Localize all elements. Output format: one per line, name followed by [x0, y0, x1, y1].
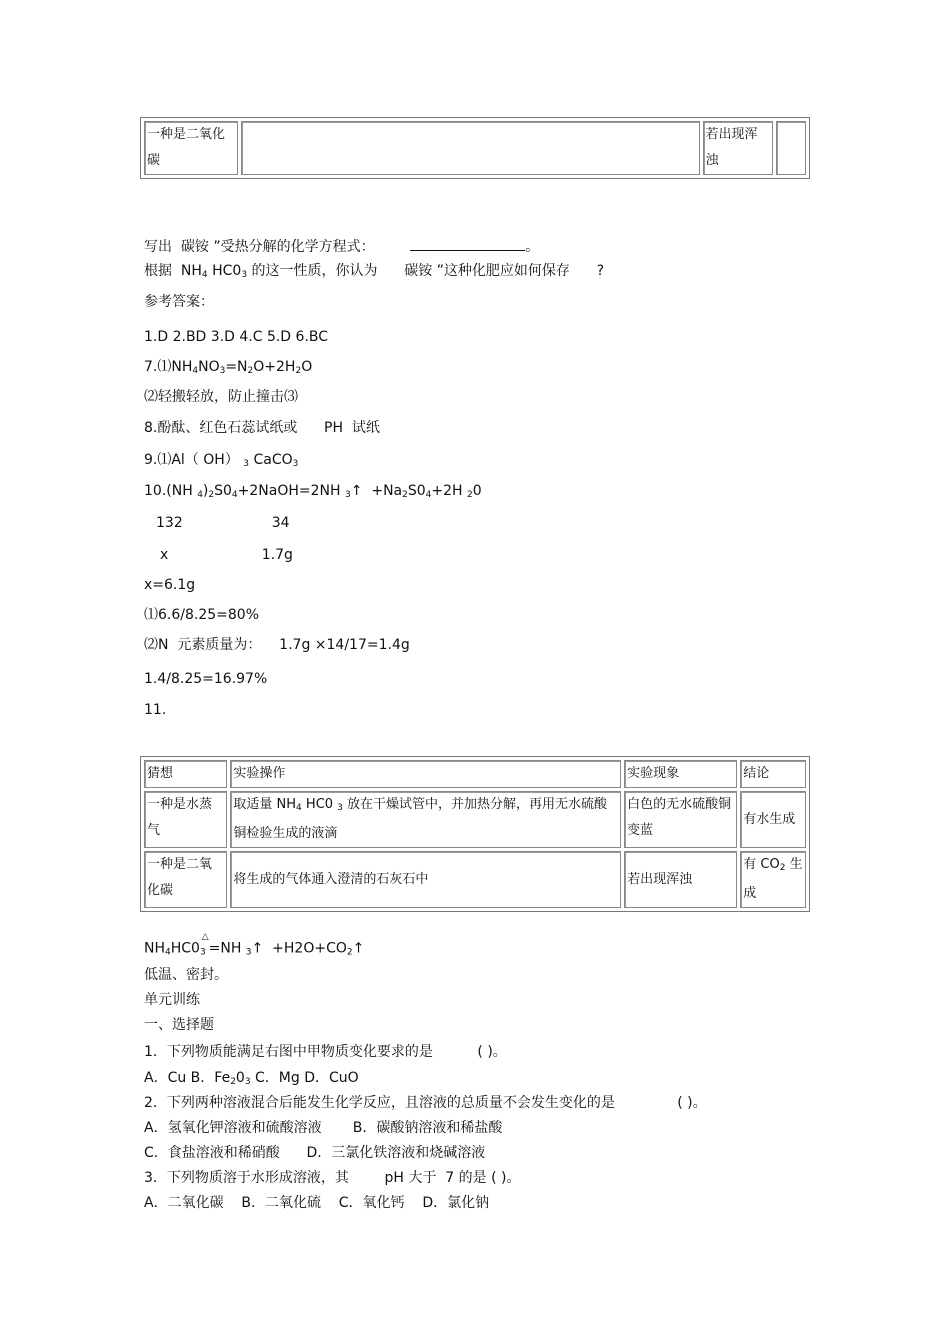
storage-answer: 低温、密封。 [144, 967, 228, 983]
cell-phenomenon: 若出现浑浊 [624, 851, 737, 908]
answer-9: 9.⑴Al（ OH） $_3$ CaCO$_3$ [144, 452, 299, 469]
cell-guess: 一种是二氧化碳 [144, 121, 238, 175]
answer-7: $7.⑴NH_4NO_3=N_2O+2H_2O$ [144, 359, 313, 376]
table-row [144, 791, 806, 848]
reference-answer-title: 参考答案： [144, 294, 214, 310]
question-3-options: A．二氧化碳 B．二氧化硫 C．氧化钙 D．氯化钠 [144, 1195, 490, 1211]
answer-10: 10.(NH $_4)_2S0_4+2NaOH=2NH$ $_3$↑ $+Na_2S0_4+2H$ $_2$0 [144, 483, 482, 500]
calc-line-3: x=6.1g [144, 577, 196, 593]
cell-phenomenon: 若出现浑浊 [703, 121, 773, 175]
calc-line-5: ⑵N 元素质量为： 1.7g ×14/17=1.4g [144, 637, 410, 653]
partial-table [140, 117, 810, 179]
calc-line-2: x 1.7g [160, 547, 293, 563]
cell-conclusion: 有水生成 [740, 791, 806, 848]
cell-conclusion: 有 $CO_2$ 生成 [740, 851, 806, 908]
cell-guess: 一种是二氧化碳 [144, 851, 227, 908]
cell-phenomenon: 白色的无水硫酸铜变蓝 [624, 791, 737, 848]
heat-triangle-icon: △ [201, 932, 209, 942]
header-guess: 猜想 [144, 760, 227, 788]
cell-operation [241, 121, 699, 175]
header-phenomenon: 实验现象 [624, 760, 737, 788]
question-2-options-cd: C．食盐溶液和稀硝酸 D．三氯化铁溶液和烧碱溶液 [144, 1145, 486, 1161]
cell-guess: 一种是水蒸气 [144, 791, 227, 848]
cell-operation: 取适量 $NH_4$ HC0 $_3$ 放在干燥试管中，并加热分解，再用无水硫酸铜检验生成的液滴 [230, 791, 621, 848]
section-title: 一、选择题 [144, 1017, 214, 1033]
header-conclusion: 结论 [740, 760, 806, 788]
question-2-options-ab: A．氢氧化钾溶液和硫酸溶液 B．碳酸钠溶液和稀盐酸 [144, 1120, 503, 1136]
question-write-equation: 写出 碳铵 ”受热分解的化学方程式： 。 [144, 239, 540, 255]
answer-7b: ⑵轻搬轻放，防止撞击⑶ [144, 389, 298, 405]
answer-blank [410, 238, 525, 251]
question-2: 2．下列两种溶液混合后能发生化学反应，且溶液的总质量不会发生变化的是 ( )。 [144, 1095, 707, 1111]
question-1-options: A．Cu B．$Fe_20_3$ C．Mg D．CuO [144, 1070, 359, 1087]
calc-line-6: 1.4/8.25=16.97% [144, 671, 268, 687]
table-row [144, 851, 806, 908]
calc-line-1: 132 34 [156, 515, 290, 531]
cell-conclusion [776, 121, 806, 175]
experiment-table [140, 756, 810, 912]
question-3: 3．下列物质溶于水形成溶液，其 pH 大于 7 的是 ( )。 [144, 1170, 521, 1186]
question-1: 1．下列物质能满足右图中甲物质变化要求的是 ( )。 [144, 1044, 507, 1060]
calc-line-4: ⑴6.6/8.25=80% [144, 607, 260, 623]
unit-title: 单元训练 [144, 992, 200, 1008]
answer-8: 8.酚酞、红色石蕊试纸或 PH 试纸 [144, 420, 380, 436]
decomposition-equation: $NH_4HC0_3^\triangle=NH$ $_3$↑ $+H2O+CO_2↑$ [144, 932, 365, 958]
header-operation: 实验操作 [230, 760, 621, 788]
answer-1-6: 1.D 2.BD 3.D 4.C 5.D 6.BC [144, 329, 329, 345]
question-storage: 根据 $NH_4$ $HC0_3$ 的这一性质，你认为 碳铵 ”这种化肥应如何保存 ? [144, 263, 605, 280]
answer-11: 11. [144, 702, 167, 718]
cell-operation: 将生成的气体通入澄清的石灰石中 [230, 851, 621, 908]
